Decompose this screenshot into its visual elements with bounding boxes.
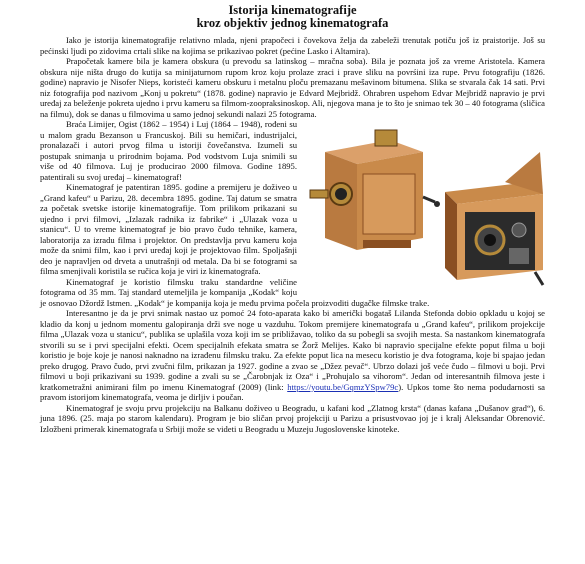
paragraph-interesting-facts: [40, 308, 545, 403]
title-line-2: kroz objektiv jednog kinematografa: [196, 16, 389, 30]
paragraph-prehistory: Iako je istorija kinematografije relativno mlada, njeni prapočeci i čovekova želja da zabeleži trenutak potiču još iz praistorije. Još su pećinski ljudi po zidovima crtali slike na kojima se prikazivao pokret (pećine Lasko i Altamira).: [40, 35, 545, 56]
cinematograph-open: [445, 152, 543, 285]
paragraph-interesting-facts-end: ). Upkos tome što nema podudarnosti sa pravom istorijom kinematografa, veoma je dirljiv i poučan.: [40, 381, 545, 402]
cinematograph-closed: [310, 130, 440, 250]
youtube-link[interactable]: https://youtu.be/GqmzYSpw79c: [287, 381, 399, 392]
cinematograph-photos: [305, 122, 545, 287]
paragraph-camera-obscura: Prapočetak kamere bila je kamera obskura (u prevodu sa latinskog – mračna soba). Bila je poznata još za vreme Aristotela. Kamera obskura nije ništa drugo do kutija sa minijaturnom rupom kroz koju prolaze zraci i prave sliku na povrśini iza rupe. Prvu fotografiju (1826. godine) napravio je Nisofer Nieps, koristeći kameru obskuru i metalnu ploču premazanu mešavinom bitumena. Slika se stvarala čak 14 sati. Prvi niz fotografija pod nazivom „Konj u pokretu“ (1878. godine) napravio je Edvard Mejbridž. Ohrabren uspehom Edvar Mejbridž napravio je prvi uređaj za beleženje pokreta ujedno i prvu kameru sa filmom-zoopraksinoskop. Ali, njegova mana je to što je snimao tek 30 – 40 fotograma (sličica na filmu), dok se danas u filmovima u samo jednoj sekundi nalazi 25 fotograma.: [40, 56, 545, 119]
paragraph-patent-premiere: Kinematograf je patentiran 1895. godine a premijeru je doživeo u „Grand kafeu“ u Parizu, 28. decembra 1895. godine. Taj datum se smatra za početak svetske istorije kinematografije. Tom prilikom prikazani su ujedno i prvi filmovi, „Izlazak radnika iz fabrike“ i „Ulazak voza u stanicu“. U to vreme kinematograf je bio pravo čudo tehnike, kamera, laboratorija za izradu filma i projektor. On predstavlja prvu kameru koja može da snimi film, kao i prvi uređaj koji je projektovao film. Spoljašnji deo je napravljen od drveta a unutrašnji od metala. Da bi se fotogrami sa filma smenjivali koristila se ručica koja je viri iz kinematografa.: [40, 182, 297, 276]
document-title: [40, 4, 545, 30]
cinematograph-illustration: [305, 122, 545, 287]
title-line-1: Istorija kinematografije: [228, 3, 357, 17]
article-body: [40, 35, 545, 434]
paragraph-lumiere-brothers: Braća Limijer, Ogist (1862 – 1954) i Luj (1864 – 1948), rođeni su u malom gradu Bezanson u Francuskoj. Bili su hemičari, industrijalci, pronalazači i autori prvog filma u istoriji čovečanstva. Izumeli su postupak snimanja u prirodnim bojama. Pod vodstvom Luja snimili su više od 40 filmova. Luj je producirao 2000 filmova. Godine 1895. patentirali su svoj uređaj – kinematograf!: [40, 119, 297, 182]
paragraph-balkans: Kinematograf je svoju prvu projekciju na Balkanu doživeo u Beogradu, u kafani kod „Zlatnog krsta“ (danas kafana „Dušanov grad“), 6. juna 1896. (25. maja po starom kalendaru). Program je bio sličan prvoj projekciji u Parizu a prisustvovao joj je i kralj Aleksandar Obrenović. Izložbeni primerak kinematografa u Srbiji može se videti u Beogradu u Muzeju Jugoslovenske kinoteke.: [40, 402, 545, 434]
paragraph-kodak: Kinematograf je koristio filmsku traku standardne veličine fotograma od 35 mm. Taj standard utemeljila je kompanija „Kodak“ koju je osnovao Džordž Istmen. „Kodak“ je kompanija koja je među prvima počela proizvoditi dugačke filmske trake.: [40, 276, 430, 308]
paragraph-interesting-facts-text: Interesantno je da je prvi snimak nastao uz pomoć 24 foto-aparata kako bi američki bogataš Lilanda Stefonda dobio opkladu u kojoj se kladio da konj u jednom momentu galopiranja drži sve noge u vazduhu. Tokom premijere kinematografa u „Grand kafeu“, prilikom projekcije filma „Ulazak voza u stanicu“, publika se uplašila voza koji im se približavao, toliko da su pobegli sa svojih mesta. Sa nastankom kinematografa stvorili su se i prvi specijalni efekti. Ocem specijalnih efekata smatra se Žorž Melijes. Kako bi napravio specijalne efekte poput filma u boji koristio je boje koje je nanosi naknadno na izrađenu filmsku traku. Za efekte poput lica na mesecu koristio je dva fotograma, koje bi spajao jedan preko drugog. Pravo čudo, prvi zvučni film, prikazan ja 1927. godine a zvao se „Džez pevač“. Ubrzo dolazi još veće čudo – filmovi u boji. Prvi filmovi u boji prikazivani su 1939. godine a zvali su se „Čarobnjak iz Oza“ i „Prohujalo sa vihorom“. Jedan od interesantnih filmova jeste i kratkometražni animirani film po imenu Kinematograf (2009) (link:: [40, 308, 545, 392]
